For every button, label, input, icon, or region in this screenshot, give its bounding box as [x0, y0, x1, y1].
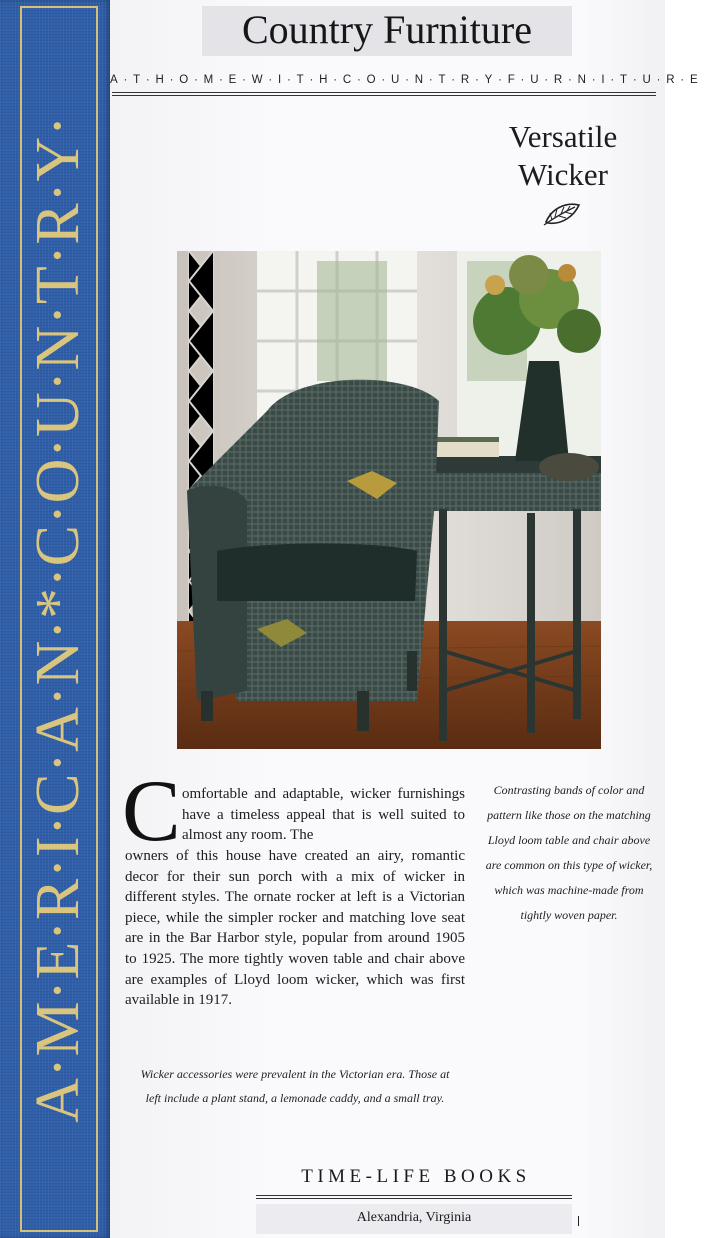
photo-caption: Contrasting bands of color and pattern like those on the matching Lloyd loom table and chair above are common on this type of wicker, which was machine-made from tightly woven paper. [485, 783, 653, 922]
footer-rule [256, 1198, 572, 1199]
footer-rule [256, 1195, 572, 1196]
wicker-sunporch-photo [177, 251, 601, 749]
spine-title: A·M·E·R·I·C·A·N·*·C·O·U·N·T·R·Y· [23, 115, 92, 1123]
body-text: owners of this house have created an airy, romantic decor for their sun porch with a mix of wicker in different styles. The ornate rocker at left is a Victorian piece, while the simpler rocker and matching love seat are in the Bar Harbor style, popular from around 1905 to 1925. The more tightly woven table and chair above are examples of Lloyd loom wicker, which was first available in 1917. [125, 848, 465, 1009]
drop-cap: C [122, 763, 181, 860]
chapter-title-line: Wicker [518, 157, 608, 192]
series-subtitle: A·T·H·O·M·E·W·I·T·H·C·O·U·N·T·R·Y·F·U·R·N·I·T·U·R·E [110, 74, 704, 86]
chapter-title [470, 118, 656, 194]
book-title: Country Furniture [242, 7, 532, 52]
header-rule [112, 95, 656, 96]
accessories-caption: Wicker accessories were prevalent in the Victorian era. Those at left include a plant stand, a lemonade caddy, and a small tray. [140, 1067, 450, 1105]
publisher-location: Alexandria, Virginia [356, 1210, 472, 1225]
leaf-icon [542, 200, 582, 228]
publisher-name: TIME-LIFE BOOKS [301, 1166, 531, 1187]
header-rule [112, 92, 656, 93]
page-mark [578, 1216, 579, 1226]
chapter-title-line: Versatile [508, 119, 618, 154]
body-text-intro: omfortable and adaptable, wicker furnishings have a timeless appeal that is well suited to almost any room. The [182, 786, 465, 844]
